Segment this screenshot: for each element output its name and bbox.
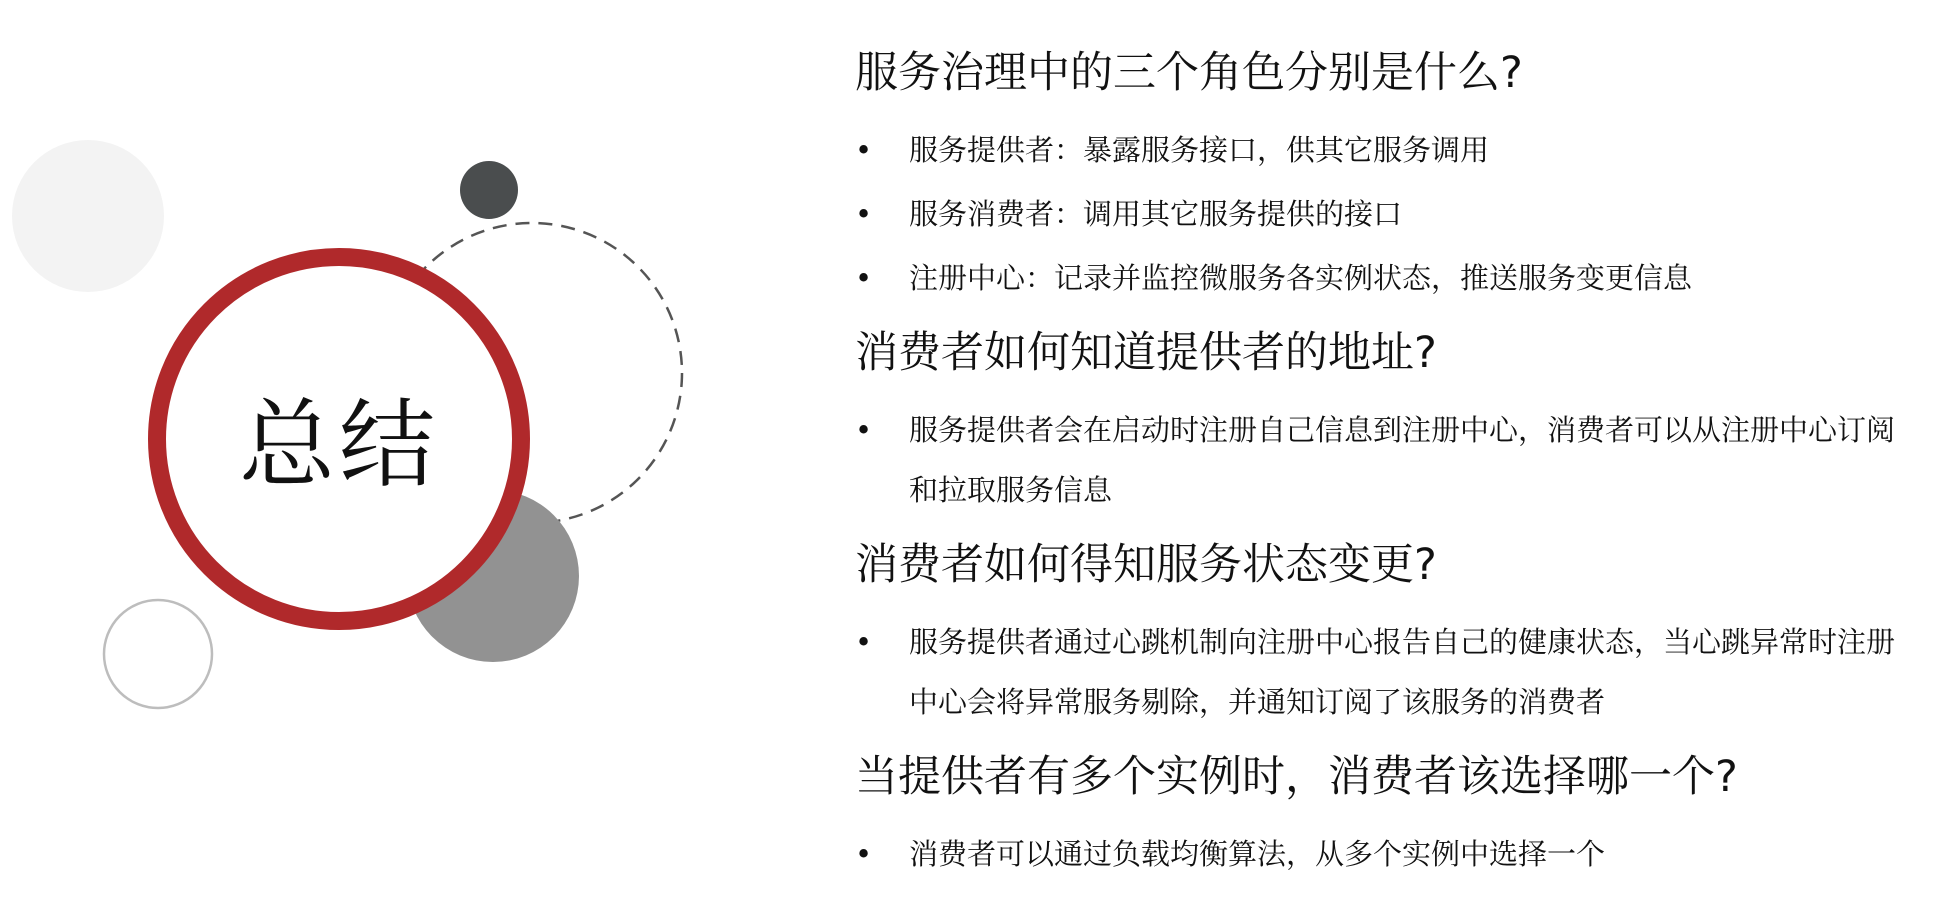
dark-dot (460, 161, 518, 219)
outline-ring (104, 600, 212, 708)
section-load-balancing (855, 744, 1915, 884)
bullet-dot: • (855, 625, 873, 659)
section-heading: 服务治理中的三个角色分别是什么? (855, 48, 1523, 98)
section-heading: 当提供者有多个实例时，消费者该选择哪一个? (855, 752, 1738, 802)
bullet-text: 服务提供者：暴露服务接口，供其它服务调用 (909, 133, 1490, 167)
title-ring (148, 248, 530, 630)
section-heading: 消费者如何知道提供者的地址? (855, 328, 1437, 378)
section-heading: 消费者如何得知服务状态变更? (855, 540, 1437, 590)
bullet-dot: • (855, 837, 873, 871)
bullet-dot: • (855, 261, 873, 295)
list-item (855, 184, 1915, 244)
bullet-dot: • (855, 413, 873, 447)
bullet-dot: • (855, 133, 873, 167)
list-item (855, 400, 1915, 520)
bullet-list (855, 612, 1915, 732)
bullet-list (855, 400, 1915, 520)
section-roles (855, 40, 1915, 308)
list-item (855, 824, 1915, 884)
list-item (855, 120, 1915, 180)
bullet-text: 服务提供者会在启动时注册自己信息到注册中心，消费者可以从注册中心订阅和拉取服务信息 (909, 413, 1896, 507)
bullet-text: 服务提供者通过心跳机制向注册中心报告自己的健康状态，当心跳异常时注册中心会将异常服务剔除，并通知订阅了该服务的消费者 (909, 625, 1896, 719)
section-discovery (855, 320, 1915, 520)
light-gray-disc (12, 140, 164, 292)
list-item (855, 612, 1915, 732)
section-status-change (855, 532, 1915, 732)
bullet-text: 服务消费者：调用其它服务提供的接口 (909, 197, 1403, 231)
bullet-list (855, 120, 1915, 308)
bullet-list (855, 824, 1915, 884)
list-item (855, 248, 1915, 308)
bullet-text: 注册中心：记录并监控微服务各实例状态，推送服务变更信息 (909, 261, 1693, 295)
summary-content (855, 40, 1915, 896)
bullet-dot: • (855, 197, 873, 231)
page-title: 总结 (239, 388, 439, 501)
bullet-text: 消费者可以通过负载均衡算法，从多个实例中选择一个 (909, 837, 1606, 871)
